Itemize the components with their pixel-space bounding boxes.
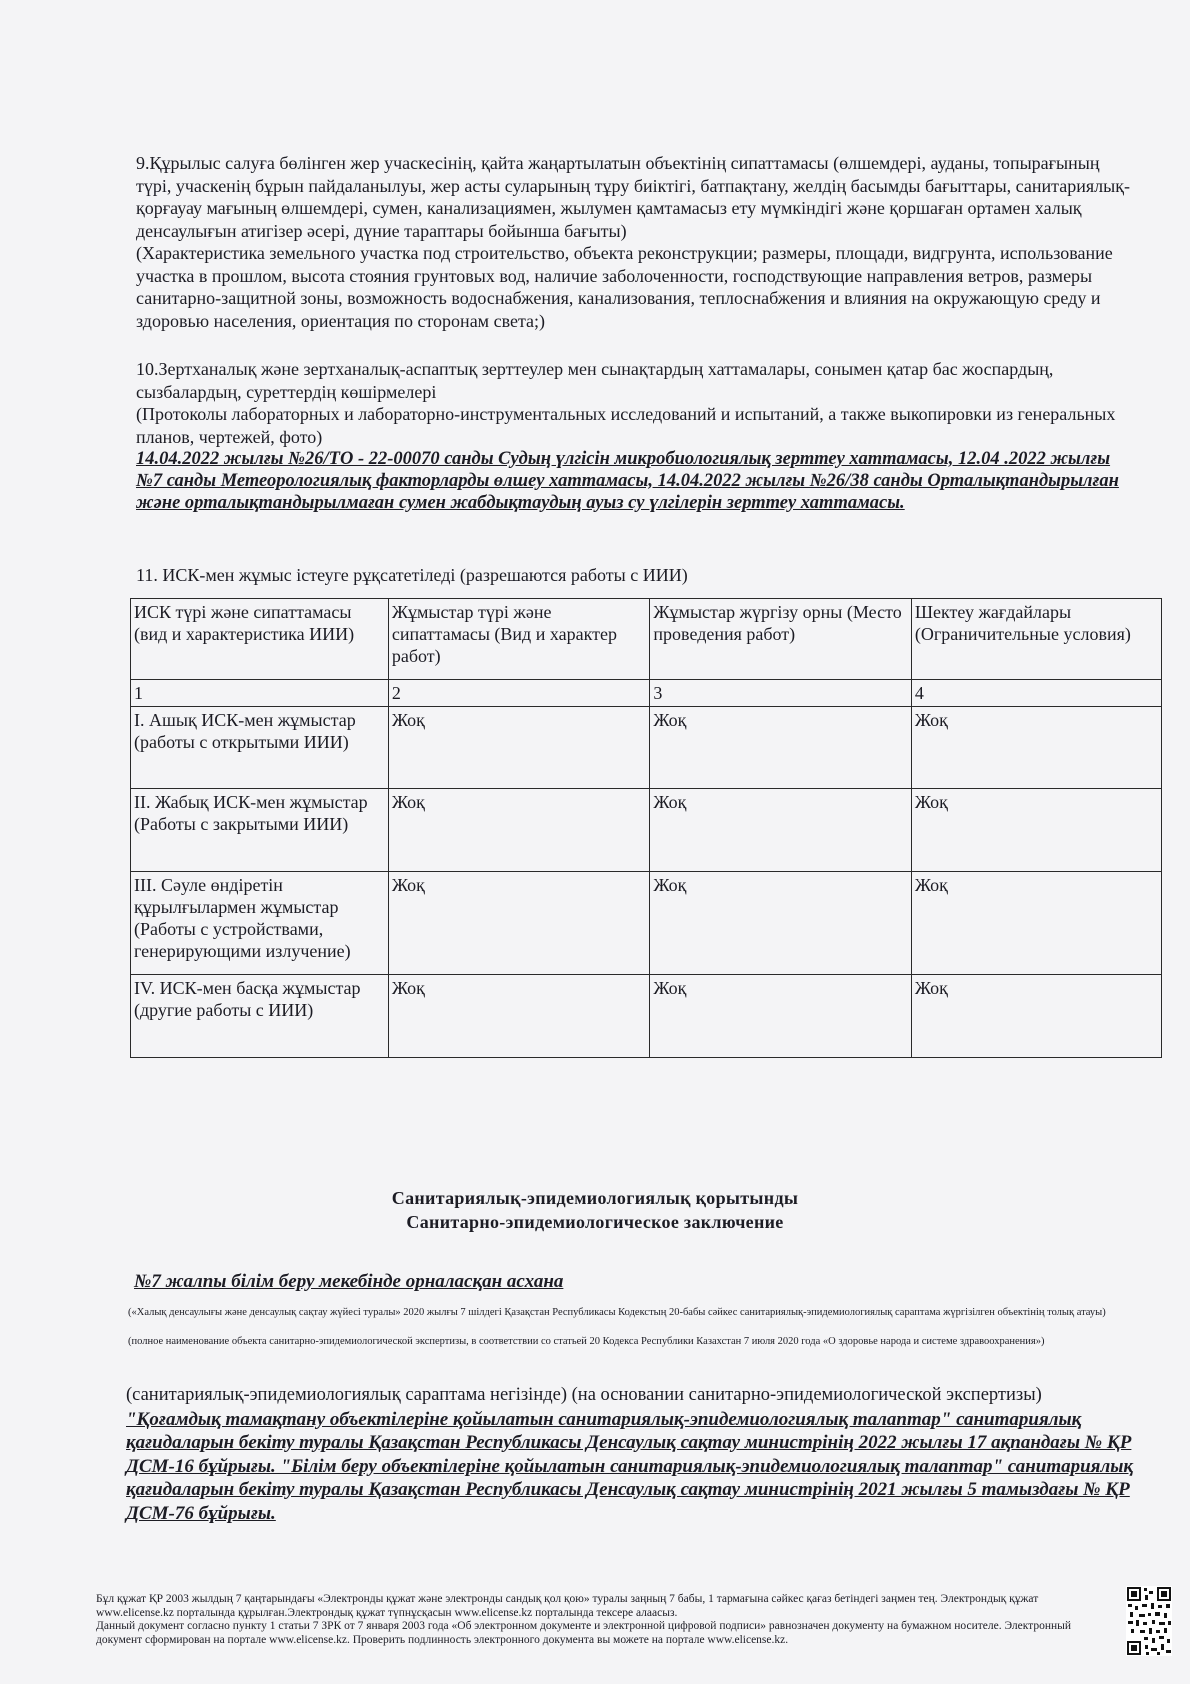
section-9 (136, 152, 1136, 332)
table-row (131, 707, 1162, 789)
table-cell: Жоқ (388, 975, 650, 1058)
number-cell: 2 (388, 680, 650, 707)
table-row (131, 789, 1162, 872)
section-10 (136, 358, 1136, 514)
table-cell: Жоқ (388, 789, 650, 872)
table-cell: Жоқ (911, 975, 1161, 1058)
footer-kz: Бұл құжат ҚР 2003 жылдың 7 қаңтарындағы «Электронды құжат және электронды сандық қол қою» туралы заңның 7 бабы, 1 тармағына сәйкес қағаз бетіндегі заңмен тең. Электрондық құжат www.elicense.kz порталында құрылған.Электрондық құжат түпнұсқасын www.elicense.kz порталында тексере алаасыз. (96, 1593, 1039, 1619)
object-name: №7 жалпы білім беру мекебінде орналасқан асхана (134, 1271, 564, 1292)
section-9-kz: 9.Құрылыс салуға бөлінген жер учаскесінің, қайта жаңартылатын объектінің сипаттамасы (өлшемдері, ауданы, топырағының түрі, учаскенің бұрын пайдаланылуы, жер асты суларының тұру биіктігі, батпақтану, желдің басымды бағыттары, санитариялық-қорғауау мағының өлшемдері, сумен, канализациямен, жылумен қамтамасыз ету мүмкіндігі және қоршаған ортамен халық денсаулығын атигізер әсері, дүние тараптары бойынша бағыты) (136, 153, 1130, 241)
table-cell: Жоқ (388, 707, 650, 789)
table-cell: Жоқ (911, 872, 1161, 975)
table-cell: Жоқ (650, 975, 911, 1058)
footer-ru: Данный документ согласно пункту 1 статьи 7 ЗРК от 7 января 2003 года «Об электронном документе и электронной цифровой подписи» равнозначен документу на бумажном носителе. Электронный документ сформирован на портале www.elicense.kz. Проверить подлинность электронного документа вы можете на портале www.elicense.kz. (96, 1620, 1072, 1646)
header-cell: Жұмыстар түрі және сипаттамасы (Вид и характер работ) (388, 599, 650, 680)
basis-reference: "Қоғамдық тамақтану объектілеріне қойылатын санитариялық-эпидемиологиялық талаптар" санитариялық қағидаларын бекіту туралы Қазақстан Республикасы Денсаулық сақтау министрінің 2022 жылғы 17 ақпандағы № ҚР ДСМ-16 бұйрығы. "Білім беру объектілеріне қойылатын санитариялық-эпидемиологиялық талаптар" санитариялық қағидаларын бекіту туралы Қазақстан Республикасы Денсаулық сақтау министрінің 2021 жылғы 5 тамыздағы № ҚР ДСМ-76 бұйрығы. (126, 1408, 1134, 1524)
table-number-row (131, 680, 1162, 707)
number-cell: 1 (131, 680, 389, 707)
number-cell: 4 (911, 680, 1161, 707)
table-cell: Жоқ (911, 707, 1161, 789)
expertise-basis (126, 1384, 1166, 1525)
header-cell: ИСК түрі және сипаттамасы (вид и характеристика ИИИ) (131, 599, 389, 680)
basis-label: (санитариялық-эпидемиологиялық сараптама негізінде) (на основании санитарно-эпидемиологической экспертизы) (126, 1385, 1042, 1405)
table-cell: Жоқ (650, 707, 911, 789)
table-row (131, 872, 1162, 975)
table-cell: Жоқ (650, 789, 911, 872)
footer-disclaimer (96, 1593, 1106, 1647)
radiation-works-table (130, 598, 1162, 1058)
section-10-kz: 10.Зертханалық және зертханалық-аспаптық зерттеулер мен сынақтардың хаттамалары, сонымен қатар бас жоспардың, сызбалардың, суреттердің көшірмелері (136, 359, 1054, 402)
table-cell: II. Жабық ИСК-мен жұмыстар (Работы с закрытыми ИИИ) (131, 789, 389, 872)
object-note-ru: (полное наименование объекта санитарно-эпидемиологической экспертизы, в соответствии со статьей 20 Кодекса Республики Казахстан 7 июля 2020 года «О здоровье народа и системе здравоохранения») (128, 1336, 1045, 1347)
conclusion-title-kz: Санитариялық-эпидемиологиялық қорытынды (391, 1188, 799, 1208)
section-11-heading: 11. ИСК-мен жұмыс істеуге рұқсатетіледі (разрешаются работы с ИИИ) (136, 565, 688, 585)
section-10-reference: 14.04.2022 жылғы №26/ТО - 22-00070 санды Судың үлгісін микробиологиялық зерттеу хаттамасы, 12.04 .2022 жылғы №7 санды Метеорологиялық факторларды өлшеу хаттамасы, 14.04.2022 жылғы №26/38 санды Орталықтандырылған және орталықтандырылмаған сумен жабдықтаудың ауыз су үлгілерін зерттеу хаттамасы. (136, 449, 1119, 513)
table-row (131, 975, 1162, 1058)
object-note-kz: («Халық денсаулығы және денсаулық сақтау жүйесі туралы» 2020 жылғы 7 шілдегі Қазақстан Республикасы Кодекстың 20-бабы сәйкес санитариялық-эпидемиологиялық сараптама жүргізілген объектінің толық атауы) (128, 1307, 1106, 1318)
qr-code-icon (1126, 1586, 1172, 1656)
table-cell: III. Сәуле өндіретін құрылғылармен жұмыстар (Работы с устройствами, генерирующими излучение) (131, 872, 389, 975)
number-cell: 3 (650, 680, 911, 707)
conclusion-title-ru: Санитарно-эпидемиологическое заключение (406, 1212, 784, 1232)
table-cell: Жоқ (911, 789, 1161, 872)
table-cell: Жоқ (388, 872, 650, 975)
section-9-ru: (Характеристика земельного участка под строительство, объекта реконструкции; размеры, площади, видгрунта, использование участка в прошлом, высота стояния грунтовых вод, наличие заболоченности, господствующие направления ветров, размеры санитарно-защитной зоны, возможность водоснабжения, канализования, теплоснабжения и влияния на окружающую среду и здоровью населения, ориентация по сторонам света;) (136, 243, 1113, 331)
table-cell: I. Ашық ИСК-мен жұмыстар (работы с открытыми ИИИ) (131, 707, 389, 789)
header-cell: Шектеу жағдайлары (Ограничительные условия) (911, 599, 1161, 680)
table-header-row (131, 599, 1162, 680)
table-cell: IV. ИСК-мен басқа жұмыстар (другие работы с ИИИ) (131, 975, 389, 1058)
table-cell: Жоқ (650, 872, 911, 975)
section-10-ru: (Протоколы лабораторных и лабораторно-инструментальных исследований и испытаний, а также выкопировки из генеральных планов, чертежей, фото) (136, 404, 1116, 447)
header-cell: Жұмыстар жүргізу орны (Место проведения работ) (650, 599, 911, 680)
